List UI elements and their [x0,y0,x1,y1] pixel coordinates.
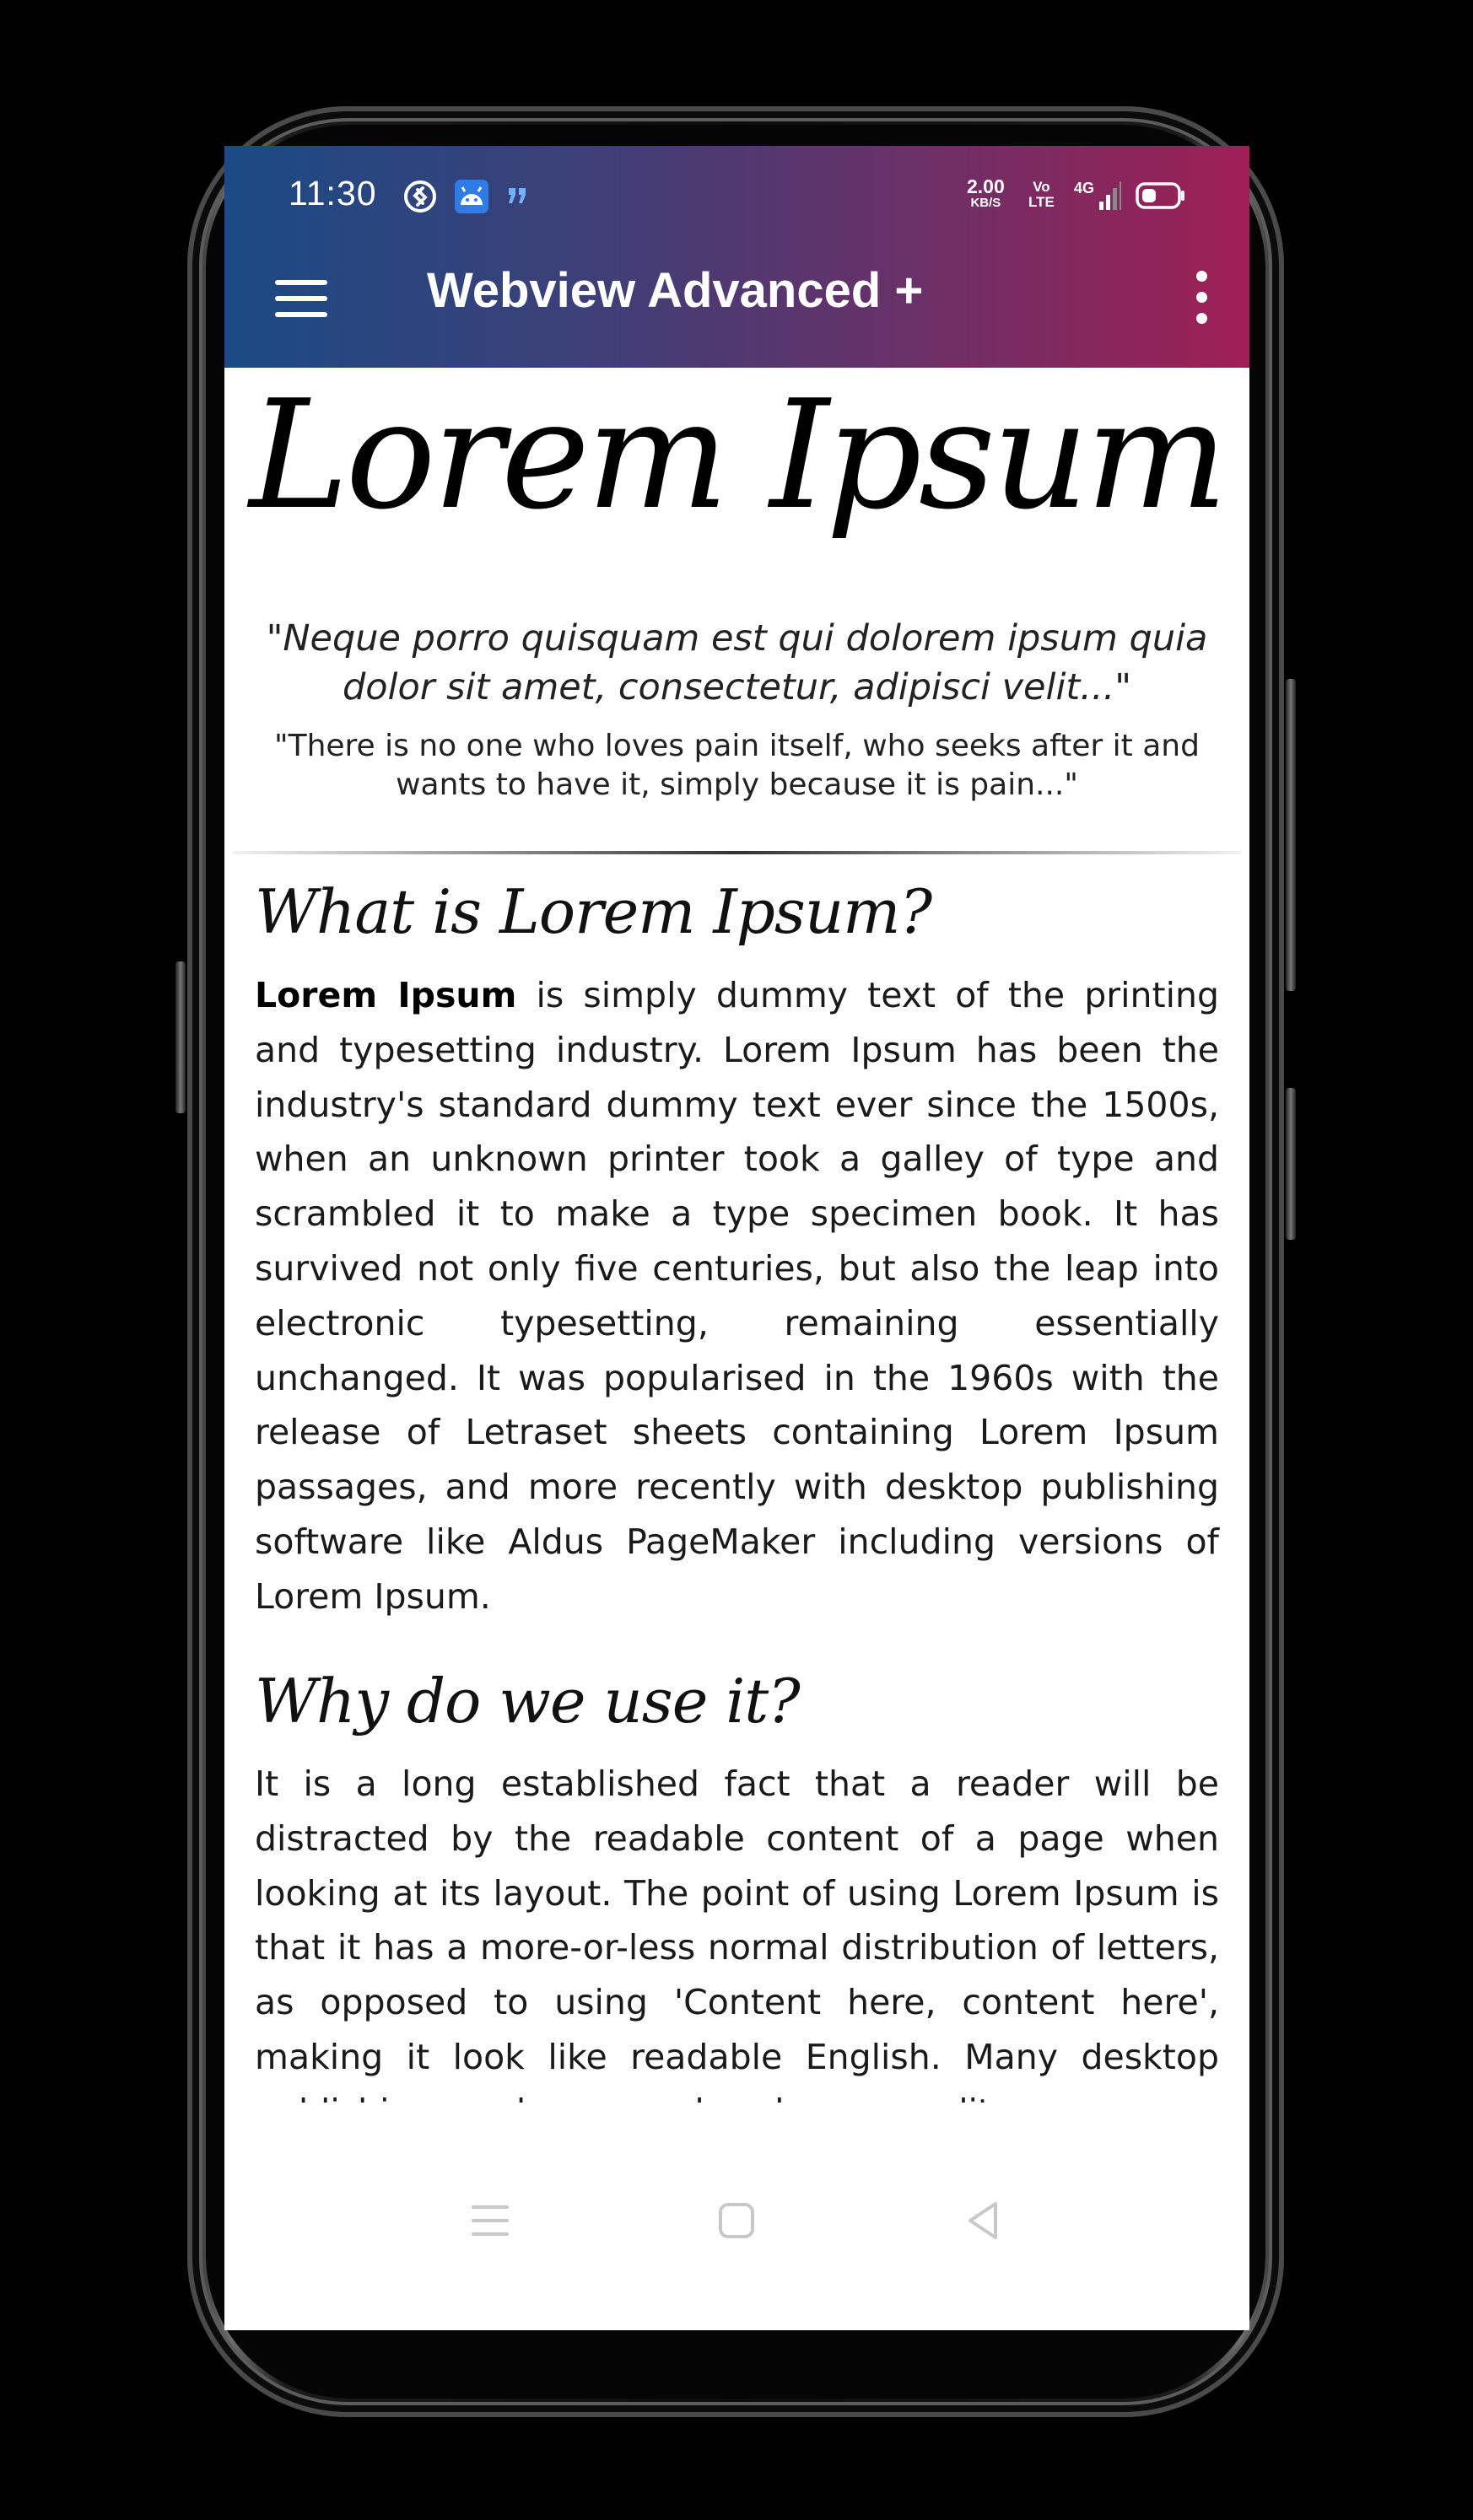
back-triangle-icon[interactable] [958,2195,1009,2246]
shazam-icon [402,178,439,215]
english-quote: "There is no one who loves pain itself, who seeks after it and wants to have it, simply because it is pain..." [274,729,1200,802]
signal-icon [1071,176,1121,213]
more-vertical-icon[interactable] [1176,264,1227,331]
webview-content[interactable] [224,368,1249,2103]
status-time: 11:30 [289,174,377,213]
paragraph-text: is simply dummy text of the printing and typesetting industry. Lorem Ipsum has been the industry's standard dummy text ever since the 1500s, when an unknown printer took a galley of type and scrambled it to make a type specimen book. It has survived not only five centuries, but also the leap into electronic typesetting, remaining essentially unchanged. It was popularised in the 1960s with the release of Letraset sheets containing Lorem Ipsum passages, and more recently with desktop publishing software like Aldus PageMaker including versions of Lorem Ipsum. [255,975,1220,1617]
home-square-icon[interactable] [711,2195,762,2246]
recents-menu-icon[interactable] [465,2195,515,2246]
section-paragraph-why: It is a long established fact that a reader will be distracted by the readable content of a page when looking at its layout. The point of using Lorem Ipsum is that it has a more-or-less normal distribution of letters, as opposed to using 'Content here, content here', making it look like readable English. Many desktop [255,1763,1219,2077]
page-title: Lorem Ipsum [249,368,1225,542]
battery-icon [1136,181,1186,210]
quote-notification-icon [506,185,530,208]
section-paragraph-what [255,968,1219,1624]
bold-lead-text: Lorem Ipsum [255,975,517,1015]
section-heading-what: What is Lorem Ipsum? [255,876,932,947]
android-notification-icon [453,178,490,215]
phone-side-button-left [175,961,186,1113]
section-divider [233,851,1241,854]
system-navigation-bar [224,2103,1249,2330]
network-type-label: 4G [1074,180,1095,197]
phone-volume-button [1286,679,1296,991]
phone-power-button [1286,1088,1296,1240]
section-heading-why: Why do we use it? [255,1666,800,1737]
app-header [224,146,1249,368]
volte-indicator: Vo LTE [1028,179,1055,210]
latin-quote: "Neque porro quisquam est qui dolorem ipsum quia dolor sit amet, consectetur, adipisci velit..." [266,617,1208,708]
hamburger-menu-icon[interactable] [268,268,336,327]
phone-screen [224,146,1249,2330]
app-title: Webview Advanced + [427,263,924,318]
network-speed: 2.00 KB/S [967,175,1005,210]
